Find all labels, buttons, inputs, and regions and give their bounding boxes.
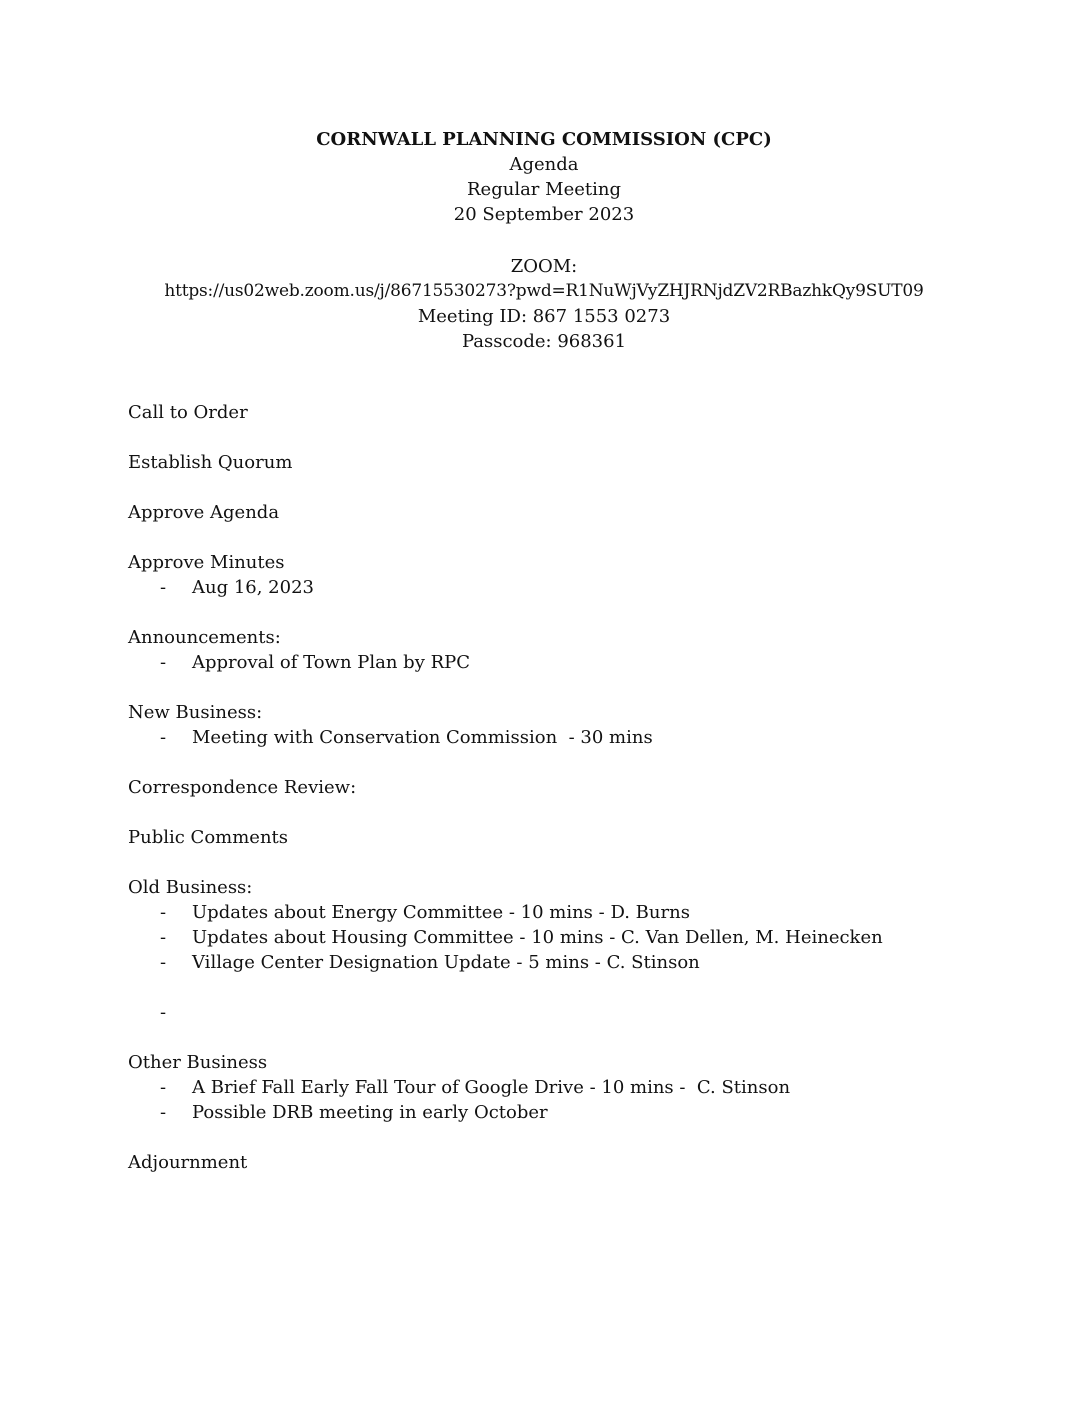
document-subtitle: Agenda xyxy=(509,154,579,175)
list-item xyxy=(128,950,1028,975)
section-title: Establish Quorum xyxy=(128,452,293,473)
dash-bullet: - xyxy=(160,902,167,923)
dash-bullet: - xyxy=(160,1102,167,1123)
dash-bullet: - xyxy=(160,727,167,748)
zoom-meeting-id: Meeting ID: 867 1553 0273 xyxy=(417,306,671,327)
dash-bullet: - xyxy=(160,952,167,973)
sub-list xyxy=(128,575,1028,600)
list-item-text: Possible DRB meeting in early October xyxy=(192,1102,548,1123)
section-title: Approve Minutes xyxy=(128,552,285,573)
agenda-section-other-business xyxy=(128,1050,1028,1125)
list-item xyxy=(128,725,1028,750)
list-item-text: Updates about Housing Committee - 10 mins - C. Van Dellen, M. Heinecken xyxy=(192,927,883,948)
list-item-text: Updates about Energy Committee - 10 mins - D. Burns xyxy=(192,902,690,923)
list-item xyxy=(128,1100,1028,1125)
sub-list xyxy=(128,725,1028,750)
list-item-text: Approval of Town Plan by RPC xyxy=(192,652,471,673)
dash-bullet: - xyxy=(160,1077,167,1098)
list-item xyxy=(128,650,1028,675)
agenda-list xyxy=(128,400,1028,1200)
meeting-type: Regular Meeting xyxy=(467,179,621,200)
zoom-info xyxy=(0,254,1088,354)
dash-bullet: - xyxy=(160,1002,167,1023)
list-item xyxy=(128,1075,1028,1100)
section-title: Approve Agenda xyxy=(128,502,280,523)
section-title: Call to Order xyxy=(128,402,248,423)
agenda-section-approve-agenda xyxy=(128,500,1028,525)
dash-bullet: - xyxy=(160,652,167,673)
agenda-section-adjournment xyxy=(128,1150,1028,1175)
section-title: Announcements: xyxy=(128,627,281,648)
agenda-section-establish-quorum xyxy=(128,450,1028,475)
zoom-label: ZOOM: xyxy=(510,256,578,277)
agenda-section-correspondence-review xyxy=(128,775,1028,800)
list-item-text: Meeting with Conservation Commission - 30 mins xyxy=(192,727,653,748)
list-item xyxy=(128,575,1028,600)
section-title: Public Comments xyxy=(128,827,289,848)
list-item-text: A Brief Fall Early Fall Tour of Google Drive - 10 mins - C. Stinson xyxy=(192,1077,791,1098)
meeting-date: 20 September 2023 xyxy=(453,204,635,225)
agenda-section-new-business xyxy=(128,700,1028,750)
agenda-section-announcements xyxy=(128,625,1028,675)
spacer-line xyxy=(128,975,1028,1000)
list-item-text: Aug 16, 2023 xyxy=(192,577,314,598)
section-title: Correspondence Review: xyxy=(128,777,357,798)
agenda-section-call-to-order xyxy=(128,400,1028,425)
sub-list xyxy=(128,1075,1028,1125)
dash-bullet: - xyxy=(160,577,167,598)
section-title: Old Business: xyxy=(128,877,253,898)
list-item xyxy=(128,925,1028,950)
section-title: Adjournment xyxy=(128,1152,248,1173)
list-item xyxy=(128,900,1028,925)
sub-list xyxy=(128,650,1028,675)
document-header xyxy=(0,127,1088,227)
agenda-section-public-comments xyxy=(128,825,1028,850)
section-title: New Business: xyxy=(128,702,263,723)
agenda-section-approve-minutes xyxy=(128,550,1028,600)
zoom-passcode: Passcode: 968361 xyxy=(461,331,627,352)
section-title: Other Business xyxy=(128,1052,268,1073)
commission-title: CORNWALL PLANNING COMMISSION (CPC) xyxy=(316,129,772,150)
empty-list-item xyxy=(128,1000,1028,1025)
list-item-text: Village Center Designation Update - 5 mins - C. Stinson xyxy=(192,952,700,973)
sub-list xyxy=(128,900,1028,1025)
dash-bullet: - xyxy=(160,927,167,948)
agenda-section-old-business xyxy=(128,875,1028,1025)
zoom-link[interactable]: https://us02web.zoom.us/j/86715530273?pwd=R1NuWjVyZHJRNjdZV2RBazhkQy9SUT09 xyxy=(164,281,924,301)
